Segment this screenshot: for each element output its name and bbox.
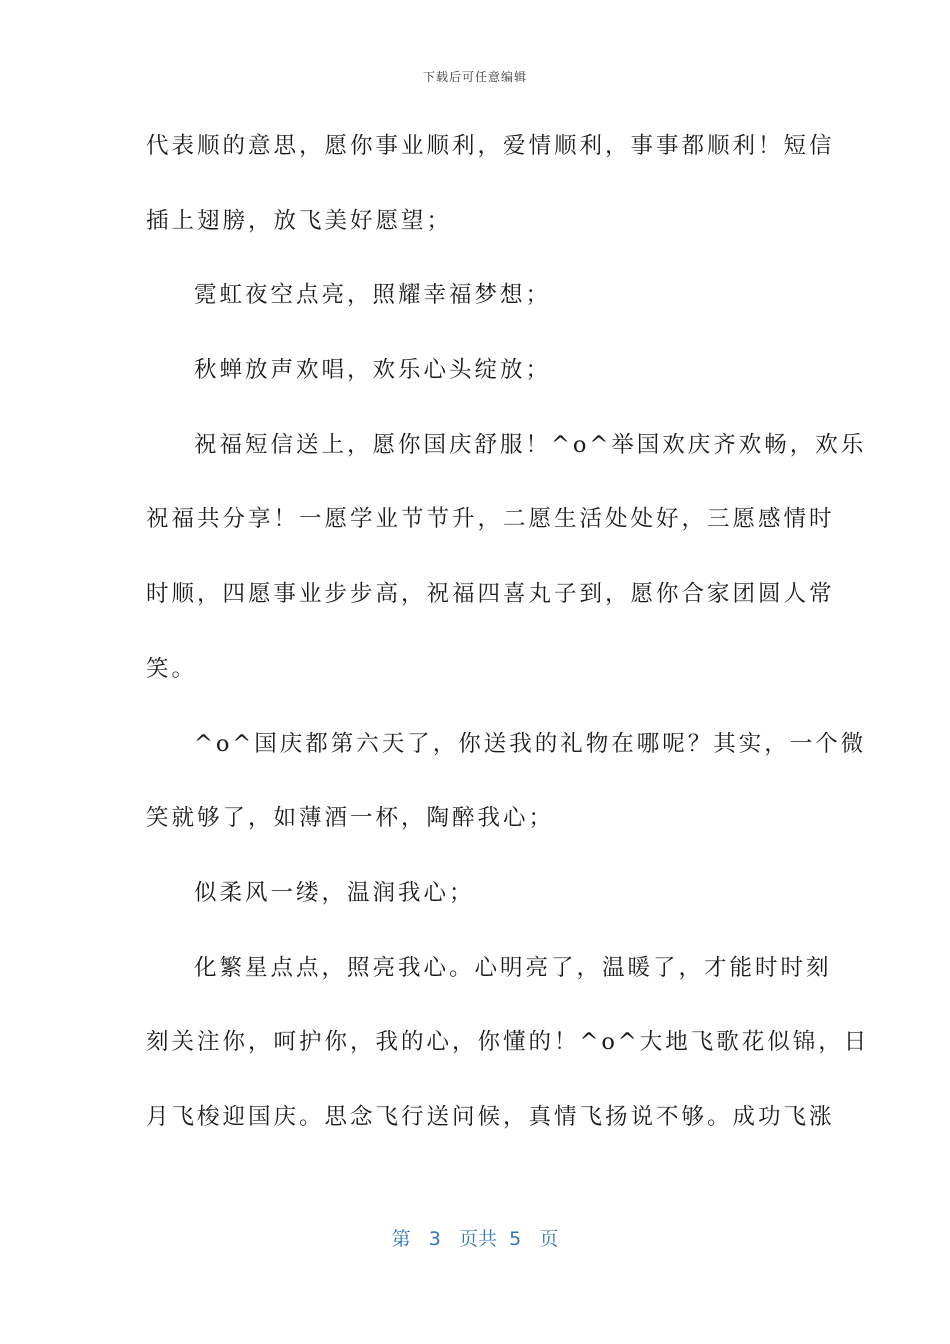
total-pages-number: 5 — [509, 1228, 522, 1250]
text-line: 刻关注你，呵护你，我的心，你懂的！^o^大地飞歌花似锦，日 — [146, 1029, 870, 1056]
page-label-suffix: 页 — [539, 1228, 559, 1250]
text-line: 笑就够了，如薄酒一杯，陶醉我心； — [146, 805, 555, 832]
page-label-prefix: 第 — [391, 1228, 411, 1250]
page-label-middle: 页共 — [459, 1228, 498, 1250]
text-line: 祝福短信送上，愿你国庆舒服！^o^举国欢庆齐欢畅，欢乐 — [194, 431, 867, 458]
text-line: 祝福共分享！一愿学业节节升，二愿生活处处好，三愿感情时 — [146, 506, 835, 533]
text-line: 代表顺的意思，愿你事业顺利，爱情顺利，事事都顺利！短信 — [146, 133, 835, 159]
document-body — [146, 124, 870, 1170]
text-line: 笑。 — [146, 655, 198, 682]
page-footer — [0, 1224, 950, 1251]
text-line: 月飞梭迎国庆。思念飞行送问候，真情飞扬说不够。成功飞涨 — [146, 1103, 835, 1130]
text-line: 时顺，四愿事业步步高，祝福四喜丸子到，愿你合家团圆人常 — [146, 581, 835, 608]
text-line: ^o^国庆都第六天了，你送我的礼物在哪呢？其实，一个微 — [194, 730, 867, 757]
text-line: 似柔风一缕，温润我心； — [194, 879, 475, 906]
text-line: 秋蝉放声欢唱，欢乐心头绽放； — [194, 357, 552, 384]
current-page-number: 3 — [428, 1228, 441, 1250]
page-header: 下载后可任意编辑 — [422, 70, 527, 84]
text-line: 化繁星点点，照亮我心。心明亮了，温暖了，才能时时刻 — [194, 954, 832, 981]
text-line: 霓虹夜空点亮，照耀幸福梦想； — [194, 282, 552, 309]
text-line: 插上翅膀，放飞美好愿望； — [146, 207, 453, 234]
